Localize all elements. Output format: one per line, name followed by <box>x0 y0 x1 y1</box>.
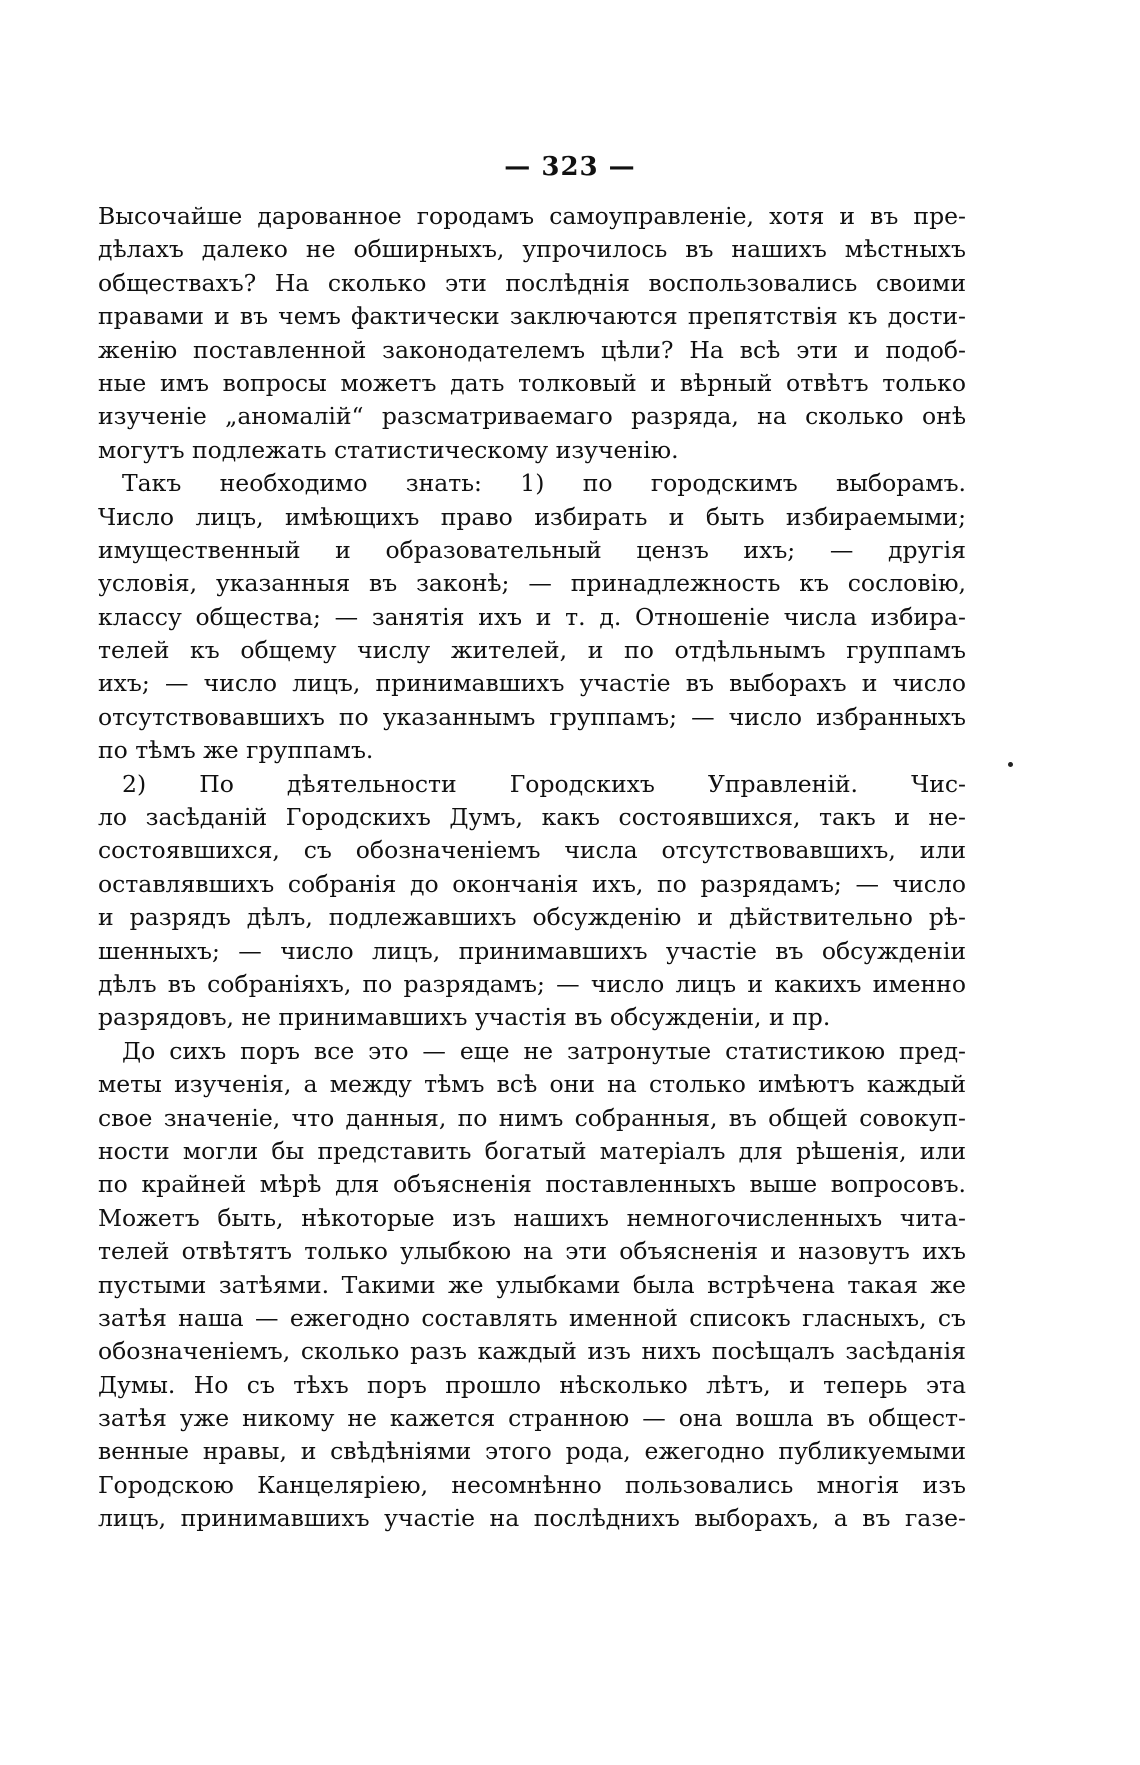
text-line: имущественный и образовательный цензъ ихъ; — другія <box>98 535 966 564</box>
text-line: Думы. Но съ тѣхъ поръ прошло нѣсколько лѣтъ, и теперь эта <box>98 1370 966 1399</box>
text-line: обществахъ? На сколько эти послѣднія воспользовались своими <box>98 268 966 297</box>
text-line: 2) По дѣятельности Городскихъ Управленій. Чис- <box>122 769 966 798</box>
text-line: Такъ необходимо знать: 1) по городскимъ выборамъ. <box>122 469 966 498</box>
text-line: по крайней мѣрѣ для объясненія поставленныхъ выше вопросовъ. <box>98 1170 966 1199</box>
text-line: разрядовъ, не принимавшихъ участія въ обсужденіи, и пр. <box>98 1003 831 1032</box>
text-line: Высочайше дарованное городамъ самоуправленіе, хотя и въ пре- <box>98 202 966 230</box>
text-line: дѣлахъ далеко не обширныхъ, упрочилось въ нашихъ мѣстныхъ <box>98 235 966 264</box>
text-line: оставлявшихъ собранія до окончанія ихъ, по разрядамъ; — число <box>98 869 966 898</box>
text-line: и разрядъ дѣлъ, подлежавшихъ обсужденію и дѣйствительно рѣ- <box>98 903 966 932</box>
text-line: состоявшихся, съ обозначеніемъ числа отсутствовавшихъ, или <box>98 836 966 865</box>
text-line: изученіе „аномалій“ разсматриваемаго разряда, на сколько онѣ <box>98 402 966 431</box>
text-line: ло засѣданій Городскихъ Думъ, какъ состоявшихся, такъ и не- <box>98 803 966 832</box>
text-line: по тѣмъ же группамъ. <box>98 736 374 765</box>
text-line: отсутствовавшихъ по указаннымъ группамъ; — число избранныхъ <box>98 702 966 731</box>
body-text <box>98 200 966 1536</box>
text-line: телей отвѣтятъ только улыбкою на эти объясненія и назовутъ ихъ <box>98 1237 966 1266</box>
text-line: условія, указанныя въ законѣ; — принадлежность къ сословію, <box>98 569 966 598</box>
text-line: ности могли бы представить богатый матеріалъ для рѣшенія, или <box>98 1136 966 1165</box>
text-line: Можетъ быть, нѣкоторые изъ нашихъ немногочисленныхъ чита- <box>98 1203 966 1232</box>
text-line: дѣлъ въ собраніяхъ, по разрядамъ; — число лицъ и какихъ именно <box>98 969 966 998</box>
text-line: телей къ общему числу жителей, и по отдѣльнымъ группамъ <box>98 636 966 665</box>
text-line: могутъ подлежать статистическому изученію. <box>98 435 679 464</box>
text-line: обозначеніемъ, сколько разъ каждый изъ нихъ посѣщалъ засѣданія <box>98 1337 966 1366</box>
text-line: лицъ, принимавшихъ участіе на послѣднихъ выборахъ, а въ газе- <box>98 1504 966 1533</box>
text-line: венные нравы, и свѣдѣніями этого рода, ежегодно публикуемыми <box>98 1437 966 1466</box>
text-line: затѣя наша — ежегодно составлять именной списокъ гласныхъ, съ <box>98 1303 966 1332</box>
text-line: ихъ; — число лицъ, принимавшихъ участіе въ выборахъ и число <box>98 669 966 698</box>
text-line: классу общества; — занятія ихъ и т. д. Отношеніе числа избира- <box>98 602 966 631</box>
text-line: До сихъ поръ все это — еще не затронутые статистикою пред- <box>122 1036 966 1065</box>
text-line: правами и въ чемъ фактически заключаются препятствія къ дости- <box>98 302 966 331</box>
ink-speck <box>1008 762 1013 767</box>
text-line: женію поставленной законодателемъ цѣли? На всѣ эти и подоб- <box>98 335 966 364</box>
text-line: свое значеніе, что данныя, по нимъ собранныя, въ общей совокуп- <box>98 1103 966 1132</box>
text-line: ные имъ вопросы можетъ дать толковый и вѣрный отвѣтъ только <box>98 368 966 397</box>
text-line: Число лицъ, имѣющихъ право избирать и быть избираемыми; <box>98 502 966 531</box>
text-line: меты изученія, а между тѣмъ всѣ они на столько имѣютъ каждый <box>98 1070 966 1099</box>
text-line: Городскою Канцеляріею, несомнѣнно пользовались многія изъ <box>98 1470 966 1499</box>
page-number: — 323 — <box>504 152 636 182</box>
text-line: пустыми затѣями. Такими же улыбками была встрѣчена такая же <box>98 1270 966 1299</box>
text-line: шенныхъ; — число лицъ, принимавшихъ участіе въ обсужденіи <box>98 936 966 965</box>
text-line: затѣя уже никому не кажется странною — она вошла въ общест- <box>98 1404 966 1433</box>
